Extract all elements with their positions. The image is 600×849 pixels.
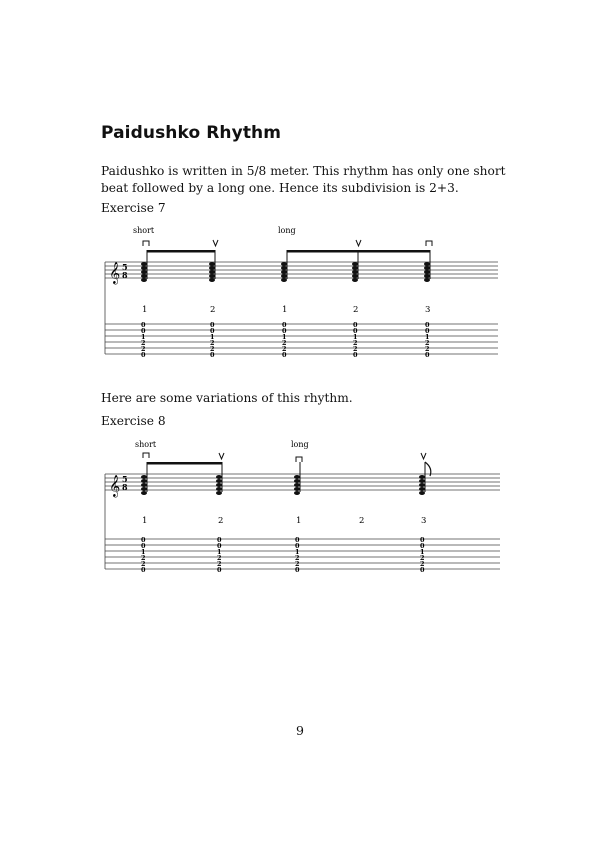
tab-staff-lines	[105, 539, 500, 569]
svg-text:2: 2	[282, 339, 287, 347]
svg-text:2: 2	[217, 554, 222, 562]
tab-chord	[141, 536, 146, 572]
count-label: 1	[282, 305, 288, 315]
tab-staff-lines	[105, 324, 498, 354]
svg-text:2: 2	[425, 345, 430, 353]
svg-text:0: 0	[217, 566, 222, 572]
svg-text:2: 2	[141, 339, 146, 347]
svg-text:2: 2	[295, 560, 300, 568]
svg-text:0: 0	[425, 321, 430, 329]
time-signature-bottom: 8	[122, 270, 128, 280]
svg-text:0: 0	[141, 327, 146, 335]
svg-text:0: 0	[141, 351, 146, 359]
beam-group-1	[147, 462, 222, 465]
svg-text:0: 0	[353, 351, 358, 359]
tab-chord	[217, 536, 222, 572]
count-label: 2	[359, 516, 365, 526]
downstroke-icon	[426, 241, 432, 246]
tab-chord	[295, 536, 300, 572]
svg-text:0: 0	[295, 542, 300, 550]
time-signature-top: 5	[122, 262, 128, 272]
svg-text:2: 2	[210, 345, 215, 353]
svg-text:2: 2	[353, 345, 358, 353]
short-label: short	[135, 440, 157, 449]
svg-text:1: 1	[282, 333, 287, 341]
count-label: 2	[353, 305, 359, 315]
exercise-7-notation	[0, 220, 600, 360]
upstroke-icon	[213, 240, 218, 246]
staff-lines	[105, 474, 500, 490]
treble-clef-icon: 𝄞	[109, 262, 121, 284]
tab-chord	[353, 321, 358, 359]
svg-text:0: 0	[141, 566, 146, 572]
exercise-8-label: Exercise 8	[101, 414, 166, 428]
tab-chord	[282, 321, 287, 359]
svg-text:1: 1	[353, 333, 358, 341]
count-label: 3	[421, 516, 427, 526]
count-label: 1	[142, 305, 148, 315]
treble-clef-icon: 𝄞	[109, 475, 121, 497]
count-label: 2	[218, 516, 224, 526]
svg-text:0: 0	[282, 327, 287, 335]
svg-text:2: 2	[141, 560, 146, 568]
beam-group-1	[147, 250, 215, 253]
svg-text:0: 0	[425, 351, 430, 359]
svg-text:0: 0	[210, 327, 215, 335]
svg-text:2: 2	[425, 339, 430, 347]
tab-chord	[425, 321, 430, 359]
upstroke-icon	[219, 453, 224, 459]
svg-text:0: 0	[217, 536, 222, 544]
svg-text:0: 0	[295, 536, 300, 544]
svg-text:0: 0	[141, 536, 146, 544]
intro-paragraph: Paidushko is written in 5/8 meter. This rhythm has only one short beat followed by a long one. Hence its subdivision is 2+3.	[101, 164, 506, 195]
staff-lines	[105, 262, 498, 278]
svg-text:2: 2	[420, 554, 425, 562]
svg-text:2: 2	[217, 560, 222, 568]
tab-chord	[210, 321, 215, 359]
downstroke-icon	[143, 241, 149, 246]
variations-paragraph: Here are some variations of this rhythm.	[101, 391, 353, 405]
svg-text:2: 2	[353, 339, 358, 347]
chord	[216, 462, 222, 495]
downstroke-icon	[296, 457, 302, 462]
tab-chord	[420, 536, 425, 572]
long-label: long	[291, 440, 309, 449]
svg-text:0: 0	[141, 542, 146, 550]
svg-text:2: 2	[210, 339, 215, 347]
svg-text:2: 2	[141, 554, 146, 562]
upstroke-icon	[421, 453, 426, 459]
svg-text:0: 0	[353, 327, 358, 335]
count-label: 1	[142, 516, 148, 526]
long-label: long	[278, 226, 296, 235]
svg-text:0: 0	[217, 542, 222, 550]
svg-text:0: 0	[425, 327, 430, 335]
svg-text:0: 0	[210, 321, 215, 329]
chord	[141, 462, 147, 495]
page-number: 9	[296, 723, 304, 738]
svg-text:2: 2	[141, 345, 146, 353]
svg-text:1: 1	[295, 548, 300, 556]
svg-text:1: 1	[425, 333, 430, 341]
time-signature-bottom: 8	[122, 482, 128, 492]
tab-chord	[141, 321, 146, 359]
exercise-8-notation	[0, 432, 600, 572]
svg-text:1: 1	[420, 548, 425, 556]
svg-text:0: 0	[282, 351, 287, 359]
svg-text:0: 0	[282, 321, 287, 329]
short-label: short	[133, 226, 155, 235]
svg-text:1: 1	[141, 548, 146, 556]
page-title: Paidushko Rhythm	[101, 123, 282, 143]
svg-text:0: 0	[210, 351, 215, 359]
svg-text:0: 0	[420, 566, 425, 572]
count-label: 1	[296, 516, 302, 526]
svg-text:2: 2	[282, 345, 287, 353]
svg-text:0: 0	[420, 536, 425, 544]
count-label: 3	[425, 305, 431, 315]
svg-text:0: 0	[141, 321, 146, 329]
time-signature-top: 5	[122, 474, 128, 484]
svg-text:1: 1	[141, 333, 146, 341]
svg-text:1: 1	[217, 548, 222, 556]
svg-text:0: 0	[295, 566, 300, 572]
svg-text:2: 2	[420, 560, 425, 568]
exercise-7-label: Exercise 7	[101, 201, 166, 215]
downstroke-icon	[143, 453, 149, 458]
chord	[294, 462, 300, 495]
upstroke-icon	[356, 240, 361, 246]
svg-text:0: 0	[420, 542, 425, 550]
svg-text:0: 0	[353, 321, 358, 329]
count-label: 2	[210, 305, 216, 315]
svg-text:1: 1	[210, 333, 215, 341]
svg-text:2: 2	[295, 554, 300, 562]
